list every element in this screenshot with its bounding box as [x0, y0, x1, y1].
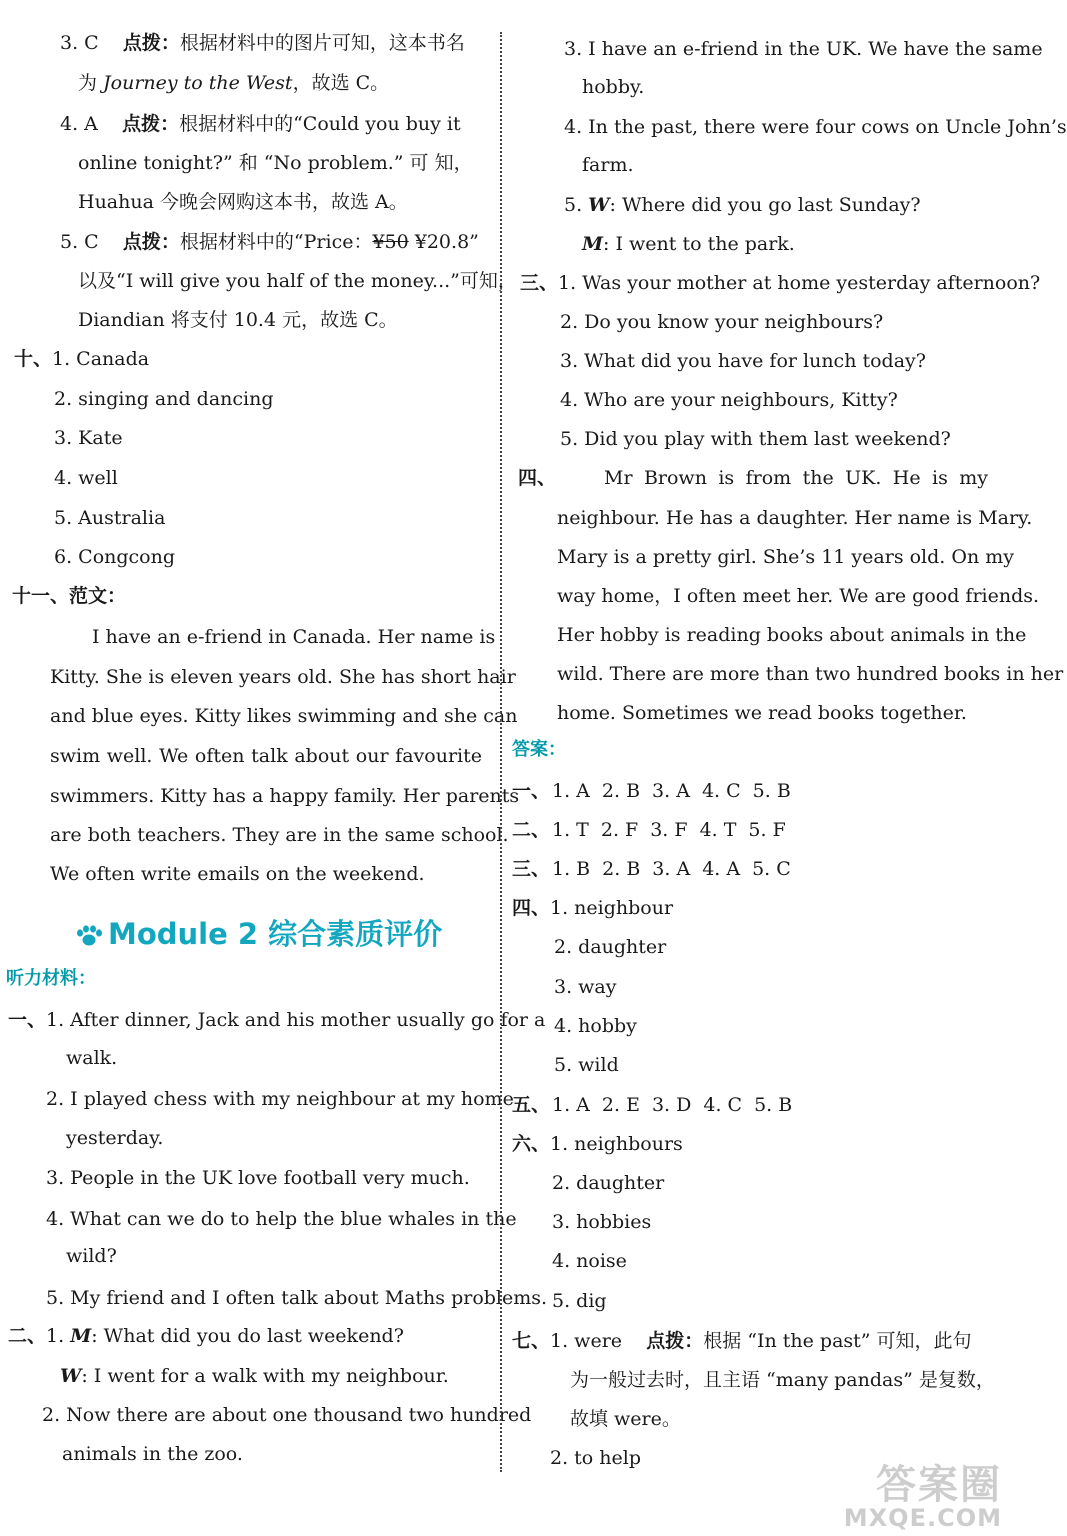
answer: 1. were	[550, 1330, 623, 1352]
list-item: 4. Who are your neighbours, Kitty?	[560, 389, 898, 411]
list-item: 1. After dinner, Jack and his mother usually go for a	[46, 1009, 546, 1031]
list-item: 6. Congcong	[54, 546, 176, 568]
answer: 3. D	[651, 1094, 692, 1116]
answer: 2. F	[600, 819, 639, 841]
passage-line: wild. There are more than two hundred books in her	[557, 663, 1064, 685]
section-label: 五、	[512, 1094, 551, 1116]
section-label: 二、	[512, 819, 551, 841]
list-item-cont: wild?	[66, 1245, 117, 1267]
list-item-cont: farm.	[582, 154, 634, 176]
answer: 4. A	[702, 858, 741, 880]
dialogue-line: : What did you do last weekend?	[91, 1325, 404, 1347]
answer: 4. C	[703, 1094, 743, 1116]
list-item: 3. What did you have for lunch today?	[560, 350, 926, 372]
speaker-m: M	[582, 233, 604, 255]
passage-line: Her hobby is reading books about animals in the	[557, 624, 1027, 646]
item-5	[60, 229, 479, 255]
list-item: 1. Canada	[52, 348, 150, 370]
watermark-url: MXQE.COM	[843, 1504, 1002, 1532]
item-5-line-2: 以及“I will give you half of the money...”可知，	[78, 270, 517, 292]
answers-row-3	[512, 856, 803, 882]
answer: 3. hobbies	[552, 1211, 652, 1233]
item-text: 根据材料中的图片可知，这本书名	[179, 32, 465, 54]
essay-line: and blue eyes. Kitty likes swimming and she can	[50, 705, 518, 727]
tip-label: 点拨：	[646, 1330, 704, 1352]
answer: 1. neighbour	[550, 897, 674, 919]
list-item: 3. I have an e-friend in the UK. We have the same	[564, 38, 1043, 60]
section-label: 四、	[518, 467, 557, 489]
list-item: 4. well	[54, 467, 118, 489]
list-item: 3. People in the UK love football very much.	[46, 1167, 470, 1189]
answer: 2. B	[601, 780, 641, 802]
column-divider	[500, 32, 502, 1472]
s2-item-1-w	[60, 1363, 449, 1389]
answers-7-item-1	[512, 1328, 972, 1354]
tip-label: 点拨：	[122, 32, 180, 54]
section-label: 一、	[8, 1009, 47, 1031]
essay-line: I have an e-friend in Canada. Her name is	[92, 626, 496, 648]
list-item: 2. singing and dancing	[54, 388, 274, 410]
item-3	[60, 30, 465, 56]
speaker-m: M	[70, 1325, 92, 1347]
dialogue-line: : I went to the park.	[603, 233, 795, 255]
item-4-line-3: Huahua 今晚会网购这本书，故选 A。	[78, 191, 408, 213]
text-suffix: ，故选 C。	[292, 72, 390, 94]
section-label: 十、	[14, 348, 53, 370]
list-item: 5. Did you play with them last weekend?	[560, 428, 951, 450]
answer: 4. T	[699, 819, 737, 841]
tip-text: 故填 were。	[570, 1408, 681, 1430]
item-text: 根据材料中的“Could you buy it	[179, 113, 461, 135]
answer: 5. B	[752, 780, 791, 802]
watermark	[844, 1464, 1002, 1530]
passage-line: Mary is a pretty girl. She’s 11 years old. On my	[557, 546, 1014, 568]
answers-row-5	[512, 1092, 804, 1118]
s3-item-1	[520, 270, 1040, 296]
essay-line: We often write emails on the weekend.	[50, 863, 425, 885]
answer: 5. dig	[552, 1290, 607, 1312]
watermark-logo: 答案圈	[876, 1462, 1002, 1508]
essay-line: are both teachers. They are in the same school.	[50, 824, 509, 846]
list-item: 2. Now there are about one thousand two hundred	[42, 1404, 532, 1426]
list-item: 5. My friend and I often talk about Maths problems.	[46, 1287, 548, 1309]
list-item: 5. Australia	[54, 507, 166, 529]
tip-text: 为一般过去时，且主语 “many pandas” 是复数，	[570, 1369, 995, 1391]
text-prefix: 为	[78, 72, 104, 94]
section-label: 四、	[512, 897, 551, 919]
answer: 3. A	[652, 780, 690, 802]
list-item: 2. Do you know your neighbours?	[560, 311, 884, 333]
section-label: 六、	[512, 1133, 551, 1155]
item-4	[60, 111, 461, 137]
answer: 3. way	[554, 976, 617, 998]
list-item-cont: walk.	[66, 1047, 118, 1069]
item-5-line-3: Diandian 将支付 10.4 元，故选 C。	[78, 309, 398, 331]
item-3-line-2	[78, 70, 389, 96]
answer: 3. A	[652, 858, 691, 880]
section-label: 七、	[512, 1330, 551, 1352]
answer: 1. neighbours	[550, 1133, 683, 1155]
old-price: ¥50	[372, 231, 409, 253]
new-price: ¥20.8”	[408, 231, 479, 253]
item-4-line-2: online tonight?” 和 “No problem.” 可 知，	[78, 152, 473, 174]
dialogue-line: : I went for a walk with my neighbour.	[81, 1365, 449, 1387]
item-number: 5. C	[60, 231, 99, 253]
passage-line: Mr Brown is from the UK. He is my	[604, 467, 988, 489]
module-title: Module 2 综合素质评价	[108, 917, 443, 951]
list-item: 4. In the past, there were four cows on Uncle John’s	[564, 116, 1067, 138]
list-item: 2. I played chess with my neighbour at my home	[46, 1088, 514, 1110]
answer: 2. daughter	[552, 1172, 665, 1194]
s1-item-1	[8, 1007, 545, 1033]
item-number: 3. C	[60, 32, 99, 54]
answers-row-1	[512, 778, 803, 804]
answer: 2. B	[602, 858, 641, 880]
book-title: Journey to the West	[103, 72, 293, 94]
section-label: 二、	[8, 1325, 47, 1347]
module-heading	[76, 912, 442, 953]
list-item: 1. Was your mother at home yesterday afternoon?	[558, 272, 1041, 294]
section-10	[14, 346, 149, 372]
answers-4-item-1	[512, 895, 673, 921]
answers-row-2	[512, 817, 798, 843]
s2-item-5	[564, 192, 921, 218]
tip-label: 点拨：	[122, 231, 180, 253]
answer: 2. E	[601, 1094, 640, 1116]
item-number: 5.	[564, 194, 589, 216]
item-number: 4. A	[60, 113, 98, 135]
listening-label: 听力材料：	[6, 968, 96, 989]
answer: 5. wild	[554, 1054, 619, 1076]
passage-line: home. Sometimes we read books together.	[557, 702, 967, 724]
answer: 4. hobby	[554, 1015, 637, 1037]
s2-item-5-m	[582, 231, 795, 257]
passage-line: neighbour. He has a daughter. Her name is Mary.	[557, 507, 1033, 529]
list-item: 3. Kate	[54, 427, 123, 449]
item-number: 1.	[46, 1325, 71, 1347]
answers-6-item-1	[512, 1131, 683, 1157]
answer: 5. F	[748, 819, 786, 841]
answer: 1. A	[552, 780, 590, 802]
answer: 5. B	[754, 1094, 793, 1116]
answer: 4. C	[701, 780, 741, 802]
list-item-cont: yesterday.	[66, 1127, 164, 1149]
answer: 5. C	[752, 858, 791, 880]
tip-text: 根据 “In the past” 可知，此句	[703, 1330, 972, 1352]
speaker-w: W	[588, 194, 610, 216]
answers-label: 答案：	[512, 739, 566, 760]
answer: 2. to help	[550, 1447, 642, 1469]
s2-item-1	[8, 1323, 404, 1349]
item-text: 根据材料中的“Price：	[179, 231, 373, 253]
list-item-cont: hobby.	[582, 76, 645, 98]
section-label: 一、	[512, 780, 551, 802]
answer: 1. A	[552, 1094, 590, 1116]
answer: 1. T	[552, 819, 589, 841]
essay-line: swimmers. Kitty has a happy family. Her parents	[50, 785, 520, 807]
essay-line: swim well. We often talk about our favourite	[50, 745, 482, 767]
essay-line: Kitty. She is eleven years old. She has short hair	[50, 666, 516, 688]
dialogue-line: : Where did you go last Sunday?	[609, 194, 921, 216]
passage-line: way home，I often meet her. We are good friends.	[557, 585, 1040, 607]
section-11-label: 十一、范文：	[12, 585, 127, 607]
section-label: 三、	[512, 858, 551, 880]
section-label: 三、	[520, 272, 559, 294]
list-item: 4. What can we do to help the blue whales in the	[46, 1208, 517, 1230]
answer: 4. noise	[552, 1250, 627, 1272]
answer: 3. F	[650, 819, 688, 841]
tip-label: 点拨：	[122, 113, 180, 135]
speaker-w: W	[60, 1365, 82, 1387]
list-item-cont: animals in the zoo.	[62, 1443, 243, 1465]
answer: 2. daughter	[554, 936, 667, 958]
answer: 1. B	[552, 858, 591, 880]
paw-icon	[76, 925, 102, 947]
